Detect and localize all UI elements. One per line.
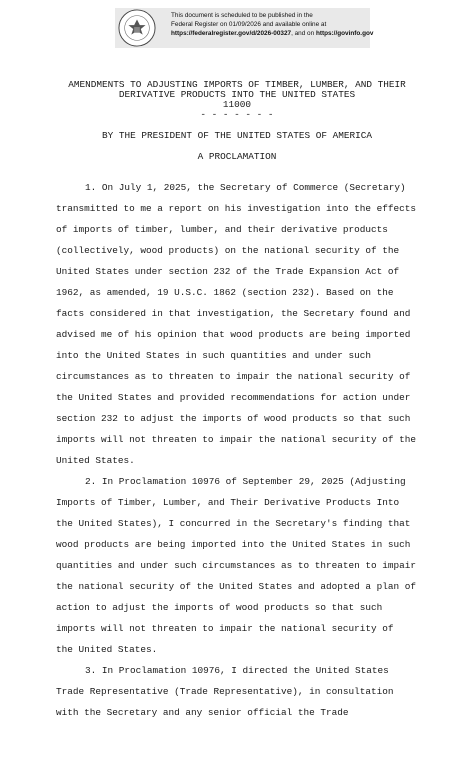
body-text-line: transmitted to me a report on his investigation into the effects bbox=[56, 203, 417, 214]
body-text-line: the United States and provided recommendations for action under bbox=[56, 392, 411, 403]
banner-connector: , and on bbox=[291, 30, 316, 38]
body-text-line: 3. In Proclamation 10976, I directed the United States bbox=[85, 665, 389, 676]
body-text-line: quantities and under such circumstances as to threaten to impair bbox=[56, 560, 417, 571]
body-text-line: section 232 to adjust the imports of wood products so that such bbox=[56, 413, 411, 424]
body-text-line: (collectively, wood products) on the national security of the bbox=[56, 245, 400, 256]
document-title-line-2: DERIVATIVE PRODUCTS INTO THE UNITED STATES bbox=[118, 89, 356, 100]
body-text-line: United States. bbox=[56, 455, 135, 466]
document-title-line-1: AMENDMENTS TO ADJUSTING IMPORTS OF TIMBER, LUMBER, AND THEIR bbox=[68, 79, 406, 90]
banner-line-3 bbox=[171, 29, 374, 38]
banner-line-2: Federal Register on 01/09/2026 and available online at bbox=[171, 21, 327, 29]
separator-dashes: - - - - - - - bbox=[200, 109, 274, 120]
body-text-line: with the Secretary and any senior official the Trade bbox=[56, 707, 349, 718]
body-text-line: 2. In Proclamation 10976 of September 29, 2025 (Adjusting bbox=[85, 476, 406, 487]
body-text-line: imports will not threaten to impair the national security of bbox=[56, 623, 394, 634]
body-text-line: the United States. bbox=[56, 644, 158, 655]
body-text-line: 1. On July 1, 2025, the Secretary of Commerce (Secretary) bbox=[85, 182, 406, 193]
body-text-line: advised me of his opinion that wood products are being imported bbox=[56, 329, 411, 340]
body-text-line: into the United States in such quantities and under such bbox=[56, 350, 372, 361]
banner-link-govinfo[interactable]: https://govinfo.gov bbox=[315, 30, 374, 38]
body-text-line: of imports of timber, lumber, and their derivative products bbox=[56, 224, 388, 235]
body-text-line: the United States), I concurred in the Secretary's finding that bbox=[56, 518, 411, 529]
body-text-line: Trade Representative (Trade Representative), in consultation bbox=[56, 686, 394, 697]
banner-text bbox=[171, 11, 374, 39]
body-text-line: Imports of Timber, Lumber, and Their Derivative Products Into bbox=[56, 497, 400, 508]
body-text-line: wood products are being imported into the United States in such bbox=[56, 539, 411, 550]
body-text-line: United States under section 232 of the Trade Expansion Act of bbox=[56, 266, 400, 277]
body-text-line: 1962, as amended, 19 U.S.C. 1862 (section 232). Based on the bbox=[56, 287, 394, 298]
by-the-president-line: BY THE PRESIDENT OF THE UNITED STATES OF AMERICA bbox=[101, 130, 373, 141]
body-text-line: facts considered in that investigation, the Secretary found and bbox=[56, 308, 411, 319]
proclamation-heading: A PROCLAMATION bbox=[197, 151, 277, 162]
proclamation-number: 11000 bbox=[222, 99, 252, 110]
banner-line-1: This document is scheduled to be published in the bbox=[171, 12, 313, 19]
body-text-line: action to adjust the imports of wood products so that such bbox=[56, 602, 383, 613]
federal-register-seal-icon bbox=[118, 9, 156, 47]
body-text-line: the national security of the United States and adopted a plan of bbox=[56, 581, 417, 592]
body-text-line: imports will not threaten to impair the national security of the bbox=[56, 434, 417, 445]
body-text-line: circumstances as to threaten to impair the national security of bbox=[56, 371, 411, 382]
banner-link-federalregister[interactable]: https://federalregister.gov/d/2026-00327 bbox=[171, 30, 292, 38]
federal-register-banner bbox=[115, 8, 374, 48]
